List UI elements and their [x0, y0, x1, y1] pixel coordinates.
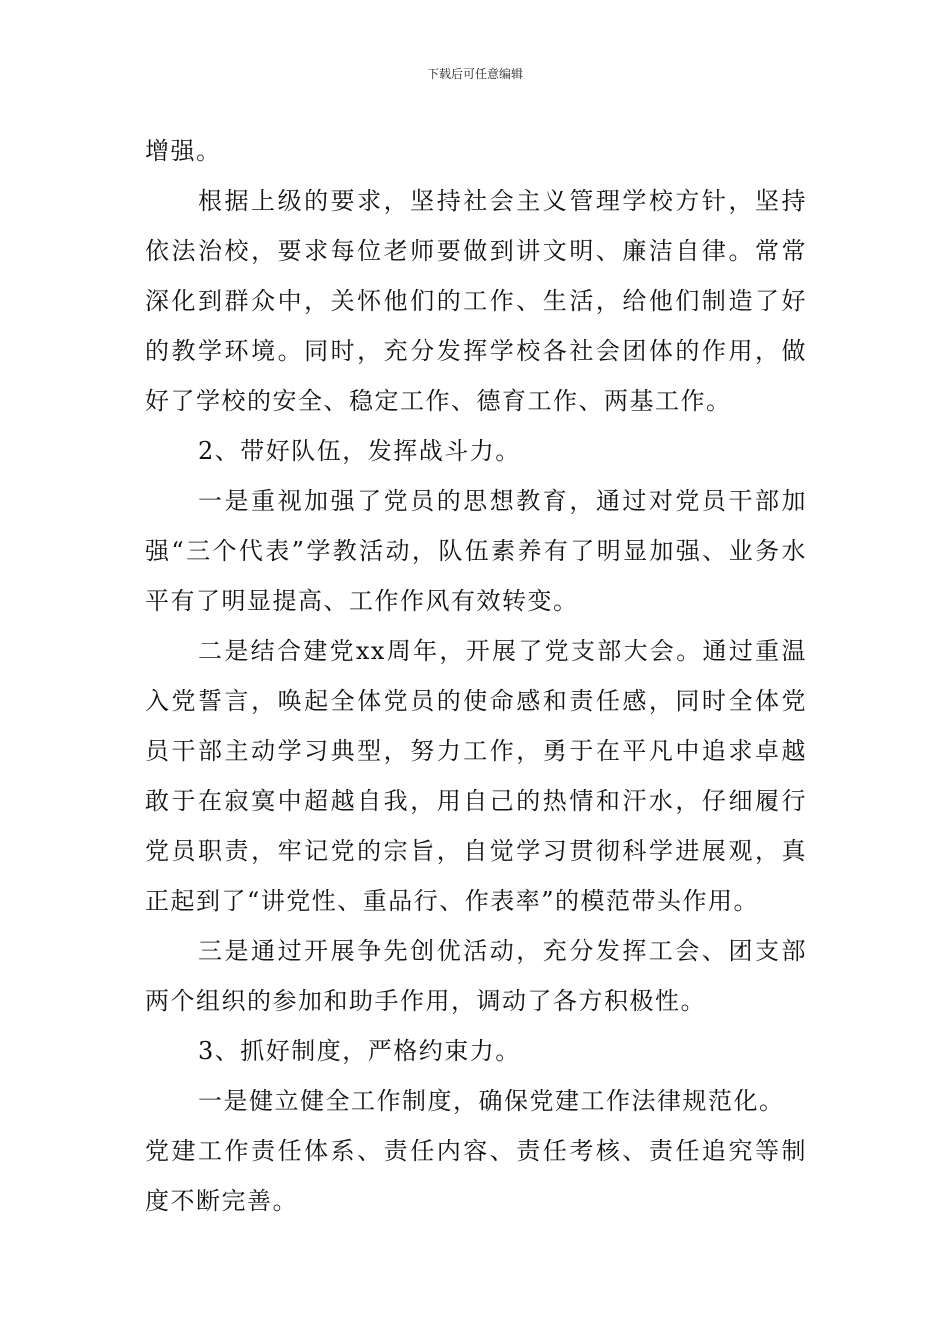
paragraph-excellence-activity: 三是通过开展争先创优活动，充分发挥工会、团支部两个组织的参加和助手作用，调动了各方积极性。 [145, 937, 807, 1015]
paragraph-responsibility-system: 党建工作责任体系、责任内容、责任考核、责任追究等制度不断完善。 [145, 1137, 807, 1215]
document-body [145, 126, 807, 1226]
paragraph-work-system: 一是健立健全工作制度，确保党建工作法律规范化。 [198, 1087, 785, 1115]
paragraph-party-meeting: 二是结合建党xx周年，开展了党支部大会。通过重温入党誓言，唤起全体党员的使命感和责任感，同时全体党员干部主动学习典型，努力工作，勇于在平凡中追求卓越敢于在寂寞中超越自我，用自己的热情和汗水，仔细履行党员职责，牢记党的宗旨，自觉学习贯彻科学进展观，真正起到了“讲党性、重品行、作表率”的模范带头作用。 [145, 637, 807, 915]
section-heading-team: 2、带好队伍，发挥战斗力。 [198, 437, 521, 465]
page-header-note: 下载后可任意编辑 [426, 67, 523, 81]
paragraph-school-management: 根据上级的要求，坚持社会主义管理学校方针，坚持依法治校，要求每位老师要做到讲文明、廉洁自律。常常深化到群众中，关怀他们的工作、生活，给他们制造了好的教学环境。同时，充分发挥学校各社会团体的作用，做好了学校的安全、稳定工作、德育工作、两基工作。 [145, 187, 807, 415]
section-heading-system: 3、抓好制度，严格约束力。 [198, 1037, 521, 1065]
paragraph-continuation: 增强。 [145, 137, 222, 165]
paragraph-ideological-education: 一是重视加强了党员的思想教育，通过对党员干部加强“三个代表”学教活动，队伍素养有了明显加强、业务水平有了明显提高、工作作风有效转变。 [145, 487, 807, 615]
